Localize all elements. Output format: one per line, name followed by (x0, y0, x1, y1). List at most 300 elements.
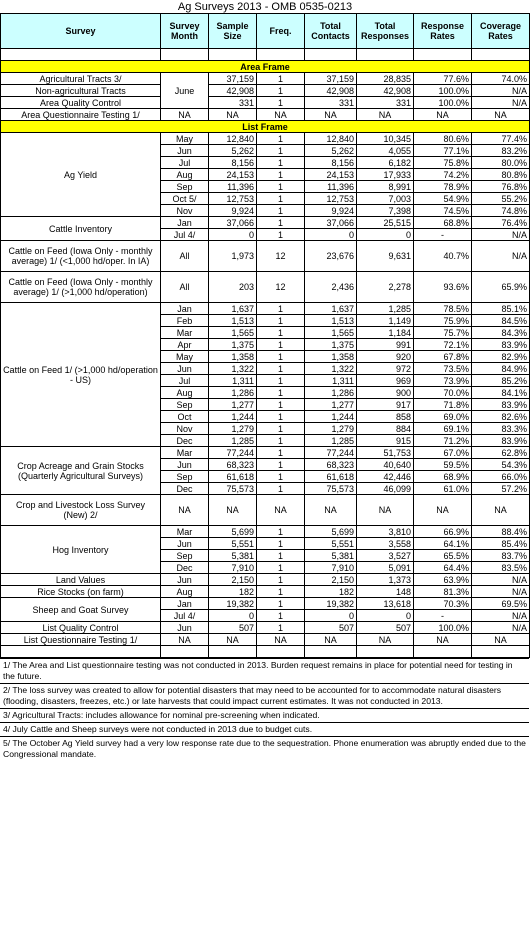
survey-name: Agricultural Tracts 3/ (1, 73, 161, 85)
data-cell: 5,262 (209, 145, 257, 157)
blank-row (1, 646, 530, 658)
data-cell: 1,184 (357, 327, 414, 339)
survey-month: May (161, 351, 209, 363)
data-cell: 77.4% (472, 133, 530, 145)
data-cell: 1,637 (209, 303, 257, 315)
footnote: 1/ The Area and List questionnaire testing was not conducted in 2013. Burden request remains in place for potential need for testing in the future. (0, 659, 529, 684)
data-cell: 1 (257, 303, 305, 315)
data-cell: 17,933 (357, 169, 414, 181)
data-cell: 46,099 (357, 483, 414, 495)
survey-name: Rice Stocks (on farm) (1, 586, 161, 598)
data-cell: 8,156 (305, 157, 357, 169)
header-cell: Total Contacts (305, 14, 357, 49)
data-cell: 42,908 (357, 85, 414, 97)
data-cell: 84.1% (472, 387, 530, 399)
footnote-table (0, 658, 529, 761)
data-cell: 76.8% (472, 181, 530, 193)
survey-month: Oct 5/ (161, 193, 209, 205)
data-cell: 8,156 (209, 157, 257, 169)
section-area-frame: Area Frame (1, 61, 530, 73)
data-cell: 54.3% (472, 459, 530, 471)
data-cell: 1 (257, 351, 305, 363)
data-cell: 6,182 (357, 157, 414, 169)
section-list-frame: List Frame (1, 121, 530, 133)
header-row (1, 14, 530, 49)
data-cell: 1 (257, 205, 305, 217)
survey-month: Sep (161, 471, 209, 483)
survey-month: Sep (161, 399, 209, 411)
survey-month: Jul 4/ (161, 229, 209, 241)
data-cell: 1 (257, 562, 305, 574)
data-cell: 2,150 (305, 574, 357, 586)
data-cell: 100.0% (414, 85, 472, 97)
data-cell: 11,396 (209, 181, 257, 193)
data-cell: 77.1% (414, 145, 472, 157)
data-cell: NA (209, 495, 257, 526)
data-cell: 82.6% (472, 411, 530, 423)
data-cell: 67.0% (414, 447, 472, 459)
survey-month: Nov (161, 205, 209, 217)
data-cell: 80.0% (472, 157, 530, 169)
data-cell: 1 (257, 193, 305, 205)
data-cell: 148 (357, 586, 414, 598)
survey-month: Aug (161, 387, 209, 399)
data-cell: 10,345 (357, 133, 414, 145)
data-cell: 23,676 (305, 241, 357, 272)
data-cell: 1,149 (357, 315, 414, 327)
data-cell: 42,446 (357, 471, 414, 483)
data-cell: 62.8% (472, 447, 530, 459)
data-cell: 1 (257, 169, 305, 181)
data-cell: 68,323 (305, 459, 357, 471)
table-row (1, 598, 530, 610)
data-cell: 1,322 (209, 363, 257, 375)
data-cell: 5,262 (305, 145, 357, 157)
data-cell: 1 (257, 435, 305, 447)
survey-month: All (161, 241, 209, 272)
data-cell: 40,640 (357, 459, 414, 471)
data-cell: 1 (257, 550, 305, 562)
data-cell: 1 (257, 447, 305, 459)
data-cell: 1 (257, 387, 305, 399)
data-cell: 1,279 (209, 423, 257, 435)
survey-month: Jul (161, 157, 209, 169)
data-cell: 61,618 (305, 471, 357, 483)
survey-month: NA (161, 495, 209, 526)
data-cell: 54.9% (414, 193, 472, 205)
data-cell: 74.8% (472, 205, 530, 217)
data-cell: 72.1% (414, 339, 472, 351)
data-cell: 203 (209, 272, 257, 303)
data-cell: NA (472, 634, 530, 646)
data-cell: 900 (357, 387, 414, 399)
table-row (1, 97, 530, 109)
data-cell: 1,286 (305, 387, 357, 399)
data-cell: 8,991 (357, 181, 414, 193)
data-cell: 0 (305, 610, 357, 622)
survey-month: June (161, 73, 209, 109)
data-cell: 80.8% (472, 169, 530, 181)
data-cell: 25,515 (357, 217, 414, 229)
survey-month: May (161, 133, 209, 145)
data-cell: 2,436 (305, 272, 357, 303)
data-cell: 1,277 (305, 399, 357, 411)
data-cell: N/A (472, 622, 530, 634)
survey-month: Oct (161, 411, 209, 423)
data-cell: 83.5% (472, 562, 530, 574)
table-row (1, 109, 530, 121)
survey-month: Apr (161, 339, 209, 351)
table-row (1, 73, 530, 85)
data-cell: 331 (209, 97, 257, 109)
data-cell: 331 (357, 97, 414, 109)
data-cell: 61,618 (209, 471, 257, 483)
data-cell: 1,375 (305, 339, 357, 351)
data-cell: 1,565 (209, 327, 257, 339)
data-cell: 1 (257, 459, 305, 471)
data-cell: 4,055 (357, 145, 414, 157)
data-cell: 1 (257, 399, 305, 411)
data-cell: 1,375 (209, 339, 257, 351)
survey-name: Hog Inventory (1, 526, 161, 574)
data-cell: 24,153 (209, 169, 257, 181)
data-cell: 12 (257, 241, 305, 272)
survey-month: Aug (161, 586, 209, 598)
data-cell: N/A (472, 610, 530, 622)
data-cell: 1,373 (357, 574, 414, 586)
survey-month: Jun (161, 538, 209, 550)
data-cell: 0 (305, 229, 357, 241)
data-cell: 88.4% (472, 526, 530, 538)
data-cell: 1 (257, 483, 305, 495)
data-cell: 100.0% (414, 622, 472, 634)
data-cell: 1 (257, 339, 305, 351)
data-cell: 81.3% (414, 586, 472, 598)
data-cell: 82.9% (472, 351, 530, 363)
data-cell: NA (357, 634, 414, 646)
data-cell: 71.8% (414, 399, 472, 411)
data-cell: NA (472, 495, 530, 526)
table-row (1, 526, 530, 538)
survey-month: Jul 4/ (161, 610, 209, 622)
data-cell: 1 (257, 145, 305, 157)
survey-month: Aug (161, 169, 209, 181)
data-cell: 1,311 (209, 375, 257, 387)
table-row (1, 574, 530, 586)
survey-month: Jun (161, 363, 209, 375)
data-cell: NA (257, 109, 305, 121)
survey-name: Cattle Inventory (1, 217, 161, 241)
data-cell: 0 (357, 229, 414, 241)
footnote: 5/ The October Ag Yield survey had a very low response rate due to the sequestration. Phone enumeration was abruptly ended due to the Congressional mandate. (0, 737, 529, 762)
data-cell: N/A (472, 241, 530, 272)
survey-month: Jun (161, 622, 209, 634)
data-cell: 915 (357, 435, 414, 447)
data-cell: 75,573 (209, 483, 257, 495)
data-cell: 1,279 (305, 423, 357, 435)
data-cell: 507 (357, 622, 414, 634)
data-cell: 77,244 (209, 447, 257, 459)
survey-name: Area Quality Control (1, 97, 161, 109)
data-cell: NA (472, 109, 530, 121)
data-cell: 12,753 (209, 193, 257, 205)
data-cell: NA (357, 495, 414, 526)
data-cell: 77.6% (414, 73, 472, 85)
survey-month: Jan (161, 598, 209, 610)
data-cell: - (414, 229, 472, 241)
data-cell: 57.2% (472, 483, 530, 495)
data-cell: 12 (257, 272, 305, 303)
data-cell: 42,908 (209, 85, 257, 97)
data-cell: 68.9% (414, 471, 472, 483)
data-cell: 1,285 (209, 435, 257, 447)
survey-name: List Quality Control (1, 622, 161, 634)
data-cell: 7,003 (357, 193, 414, 205)
data-cell: 63.9% (414, 574, 472, 586)
table-row (1, 133, 530, 145)
data-cell: 3,527 (357, 550, 414, 562)
data-cell: 83.2% (472, 145, 530, 157)
header-cell: Coverage Rates (472, 14, 530, 49)
data-cell: 69.5% (472, 598, 530, 610)
data-cell: 71.2% (414, 435, 472, 447)
data-cell: 1,322 (305, 363, 357, 375)
data-cell: 1,358 (209, 351, 257, 363)
data-cell: 1,637 (305, 303, 357, 315)
data-cell: 1 (257, 133, 305, 145)
data-cell: 884 (357, 423, 414, 435)
data-cell: N/A (472, 586, 530, 598)
data-cell: 1 (257, 538, 305, 550)
data-cell: 42,908 (305, 85, 357, 97)
footnote: 2/ The loss survey was created to allow for potential disasters that may need to be accounted for to accommodate natural disasters (flooding, disasters, freezes, etc.) or late harvests that could impact current estimates. It was not conducted in 2013. (0, 684, 529, 709)
data-cell: 920 (357, 351, 414, 363)
data-cell: 507 (209, 622, 257, 634)
data-cell: 69.1% (414, 423, 472, 435)
data-cell: NA (357, 109, 414, 121)
table-row (1, 447, 530, 459)
data-cell: 2,150 (209, 574, 257, 586)
table-row (1, 85, 530, 97)
survey-month: Mar (161, 526, 209, 538)
data-cell: 12,840 (305, 133, 357, 145)
table-row (1, 272, 530, 303)
data-cell: 331 (305, 97, 357, 109)
survey-month: Sep (161, 181, 209, 193)
data-cell: 76.4% (472, 217, 530, 229)
data-cell: 37,159 (305, 73, 357, 85)
survey-month: Dec (161, 483, 209, 495)
data-cell: 78.5% (414, 303, 472, 315)
data-cell: 77,244 (305, 447, 357, 459)
data-cell: 78.9% (414, 181, 472, 193)
header-cell: Total Responses (357, 14, 414, 49)
data-cell: NA (209, 109, 257, 121)
data-cell: 991 (357, 339, 414, 351)
data-cell: 85.1% (472, 303, 530, 315)
data-cell: 1 (257, 315, 305, 327)
data-cell: 1,513 (209, 315, 257, 327)
data-cell: 5,699 (305, 526, 357, 538)
data-cell: 64.4% (414, 562, 472, 574)
data-cell: 85.4% (472, 538, 530, 550)
data-cell: 74.5% (414, 205, 472, 217)
data-cell: 1,973 (209, 241, 257, 272)
data-cell: 969 (357, 375, 414, 387)
data-cell: 0 (209, 229, 257, 241)
data-cell: 1 (257, 157, 305, 169)
data-cell: 68.8% (414, 217, 472, 229)
data-cell: NA (257, 495, 305, 526)
data-cell: 75.9% (414, 315, 472, 327)
data-cell: 66.9% (414, 526, 472, 538)
data-cell: 40.7% (414, 241, 472, 272)
data-cell: - (414, 610, 472, 622)
data-cell: 37,159 (209, 73, 257, 85)
data-cell: 64.1% (414, 538, 472, 550)
data-cell: 3,810 (357, 526, 414, 538)
survey-name: Area Questionnaire Testing 1/ (1, 109, 161, 121)
table-row (1, 241, 530, 272)
data-cell: 1,285 (305, 435, 357, 447)
data-cell: 19,382 (209, 598, 257, 610)
data-cell: 1 (257, 411, 305, 423)
data-cell: 84.5% (472, 315, 530, 327)
data-cell: 2,278 (357, 272, 414, 303)
data-cell: 69.0% (414, 411, 472, 423)
data-cell: N/A (472, 229, 530, 241)
survey-month: Feb (161, 315, 209, 327)
survey-month: All (161, 272, 209, 303)
data-cell: NA (209, 634, 257, 646)
data-cell: 1 (257, 375, 305, 387)
data-cell: 1 (257, 598, 305, 610)
data-cell: 74.0% (472, 73, 530, 85)
blank-row (1, 49, 530, 61)
data-cell: 5,551 (305, 538, 357, 550)
header-cell: Freq. (257, 14, 305, 49)
data-cell: 5,699 (209, 526, 257, 538)
data-cell: N/A (472, 574, 530, 586)
data-cell: 0 (209, 610, 257, 622)
survey-name: Non-agricultural Tracts (1, 85, 161, 97)
survey-name: Crop Acreage and Grain Stocks (Quarterly Agricultural Surveys) (1, 447, 161, 495)
survey-month: Jan (161, 217, 209, 229)
data-cell: 83.9% (472, 435, 530, 447)
data-cell: 1,311 (305, 375, 357, 387)
survey-name: Sheep and Goat Survey (1, 598, 161, 622)
data-cell: NA (414, 495, 472, 526)
data-cell: 28,835 (357, 73, 414, 85)
data-cell: NA (305, 634, 357, 646)
data-cell: 74.2% (414, 169, 472, 181)
data-cell: 5,381 (305, 550, 357, 562)
data-cell: 1 (257, 586, 305, 598)
data-cell: 100.0% (414, 97, 472, 109)
data-cell: 70.0% (414, 387, 472, 399)
data-cell: 1 (257, 610, 305, 622)
data-cell: N/A (472, 85, 530, 97)
data-cell: 85.2% (472, 375, 530, 387)
table-row (1, 634, 530, 646)
data-cell: 11,396 (305, 181, 357, 193)
data-cell: 858 (357, 411, 414, 423)
survey-month: Jan (161, 303, 209, 315)
survey-month: Mar (161, 447, 209, 459)
survey-name: Crop and Livestock Loss Survey (New) 2/ (1, 495, 161, 526)
data-cell: 1 (257, 217, 305, 229)
survey-month: Dec (161, 435, 209, 447)
footnote: 4/ July Cattle and Sheep surveys were not conducted in 2013 due to budget cuts. (0, 723, 529, 737)
data-cell: 1 (257, 526, 305, 538)
data-cell: 84.3% (472, 327, 530, 339)
data-cell: 1,244 (209, 411, 257, 423)
data-cell: 13,618 (357, 598, 414, 610)
data-cell: 61.0% (414, 483, 472, 495)
header-cell: Sample Size (209, 14, 257, 49)
table-row (1, 217, 530, 229)
data-cell: NA (414, 109, 472, 121)
data-cell: 1 (257, 327, 305, 339)
survey-month: Jun (161, 459, 209, 471)
data-cell: 5,091 (357, 562, 414, 574)
table-row (1, 495, 530, 526)
data-cell: 75.8% (414, 157, 472, 169)
survey-name: Land Values (1, 574, 161, 586)
data-cell: 1 (257, 471, 305, 483)
data-cell: 1 (257, 363, 305, 375)
data-cell: 1,358 (305, 351, 357, 363)
data-cell: 70.3% (414, 598, 472, 610)
data-cell: 24,153 (305, 169, 357, 181)
data-cell: 73.9% (414, 375, 472, 387)
data-cell: 1,286 (209, 387, 257, 399)
data-cell: 1 (257, 229, 305, 241)
survey-name: Cattle on Feed 1/ (>1,000 hd/operation - US) (1, 303, 161, 447)
data-cell: 65.9% (472, 272, 530, 303)
data-cell: 51,753 (357, 447, 414, 459)
table-row (1, 303, 530, 315)
data-cell: 1,277 (209, 399, 257, 411)
data-cell: 67.8% (414, 351, 472, 363)
data-cell: 73.5% (414, 363, 472, 375)
data-cell: 75.7% (414, 327, 472, 339)
data-cell: 59.5% (414, 459, 472, 471)
data-cell: 1 (257, 423, 305, 435)
header-cell: Survey Month (161, 14, 209, 49)
survey-month: NA (161, 109, 209, 121)
data-cell: 37,066 (209, 217, 257, 229)
data-cell: 0 (357, 610, 414, 622)
survey-month: Jul (161, 375, 209, 387)
survey-name: Cattle on Feed (Iowa Only - monthly average) 1/ (<1,000 hd/oper. In IA) (1, 241, 161, 272)
data-cell: 1 (257, 622, 305, 634)
data-cell: 84.9% (472, 363, 530, 375)
survey-name: Cattle on Feed (Iowa Only - monthly average) 1/ (>1,000 hd/operation) (1, 272, 161, 303)
table-row (1, 586, 530, 598)
data-cell: 1,513 (305, 315, 357, 327)
data-cell: 1 (257, 73, 305, 85)
data-cell: NA (305, 495, 357, 526)
data-cell: 1,565 (305, 327, 357, 339)
survey-month: Sep (161, 550, 209, 562)
data-cell: 83.7% (472, 550, 530, 562)
data-cell: N/A (472, 97, 530, 109)
data-cell: 972 (357, 363, 414, 375)
data-cell: 1,285 (357, 303, 414, 315)
data-cell: 9,924 (209, 205, 257, 217)
survey-month: Dec (161, 562, 209, 574)
